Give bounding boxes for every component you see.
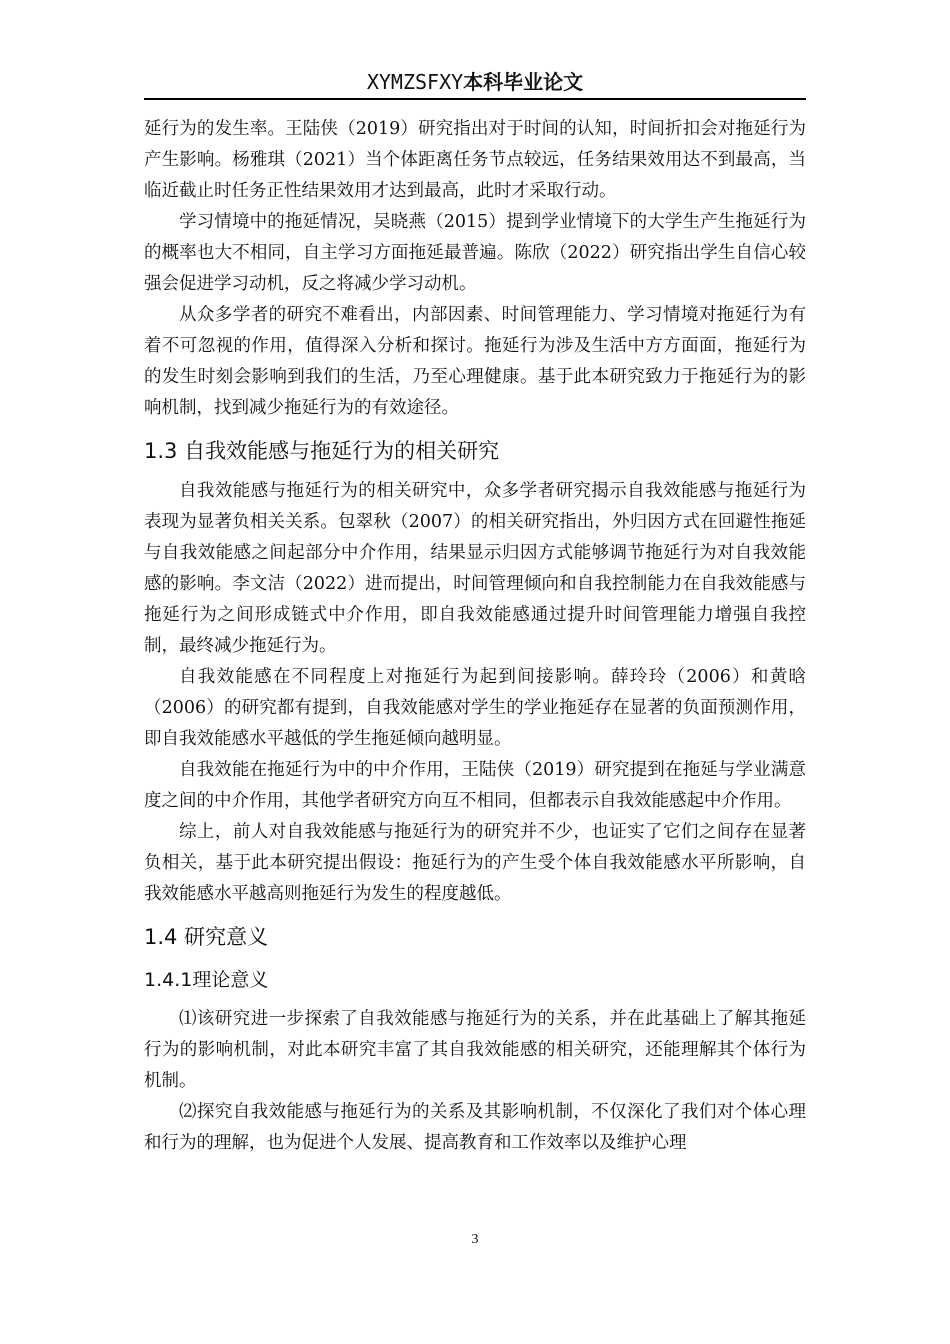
paragraph: ⑴该研究进一步探索了自我效能感与拖延行为的关系，并在此基础上了解其拖延行为的影响机制，对此本研究丰富了其自我效能感的相关研究，还能理解其个体行为机制。 [144,1009,806,1091]
paragraph: 延行为的发生率。王陆侠（2019）研究指出对于时间的认知，时间折扣会对拖延行为产生影响。杨雅琪（2021）当个体距离任务节点较远，任务结果效用达不到最高，当临近截止时任务正性结果效用才达到最高，此时才采取行动。 [144,119,806,201]
subsection-heading-1-4-1: 1.4.1理论意义 [144,969,269,991]
paragraph: 综上，前人对自我效能感与拖延行为的研究并不少，也证实了它们之间存在显著负相关，基于此本研究提出假设：拖延行为的产生受个体自我效能感水平所影响，自我效能感水平越高则拖延行为发生的程度越低。 [144,822,806,904]
page-number: 3 [471,1232,479,1247]
paragraph: 自我效能感与拖延行为的相关研究中，众多学者研究揭示自我效能感与拖延行为表现为显著负相关关系。包翠秋（2007）的相关研究指出，外归因方式在回避性拖延与自我效能感之间起部分中介作用，结果显示归因方式能够调节拖延行为对自我效能感的影响。李文洁（2022）进而提出，时间管理倾向和自我控制能力在自我效能感与拖延行为之间形成链式中介作用，即自我效能感通过提升时间管理能力增强自我控制，最终减少拖延行为。 [144,481,806,656]
page-body [144,114,806,1159]
header-chinese: 本科毕业论文 [463,70,584,94]
section-heading-1-4: 1.4 研究意义 [144,925,269,949]
header-rule [144,98,806,100]
paragraph: 自我效能感在不同程度上对拖延行为起到间接影响。薛玲玲（2006）和黄晗（2006）的研究都有提到，自我效能感对学生的学业拖延存在显著的负面预测作用，即自我效能感水平越低的学生拖延倾向越明显。 [144,667,806,749]
section-heading-1-3: 1.3 自我效能感与拖延行为的相关研究 [144,439,500,463]
paragraph: 学习情境中的拖延情况，吴晓燕（2015）提到学业情境下的大学生产生拖延行为的概率也大不相同，自主学习方面拖延最普遍。陈欣（2022）研究指出学生自信心较强会促进学习动机，反之将减少学习动机。 [144,212,806,294]
running-header [144,66,806,98]
paragraph: ⑵探究自我效能感与拖延行为的关系及其影响机制，不仅深化了我们对个体心理和行为的理解，也为促进个人发展、提高教育和工作效率以及维护心理 [144,1102,806,1153]
header-latin: XYMZSFXY [366,70,464,94]
paragraph: 从众多学者的研究不难看出，内部因素、时间管理能力、学习情境对拖延行为有着不可忽视的作用，值得深入分析和探讨。拖延行为涉及生活中方方面面，拖延行为的发生时刻会影响到我们的生活，乃至心理健康。基于此本研究致力于拖延行为的影响机制，找到减少拖延行为的有效途径。 [144,305,806,418]
paragraph: 自我效能在拖延行为中的中介作用，王陆侠（2019）研究提到在拖延与学业满意度之间的中介作用，其他学者研究方向互不相同，但都表示自我效能感起中介作用。 [144,760,806,811]
